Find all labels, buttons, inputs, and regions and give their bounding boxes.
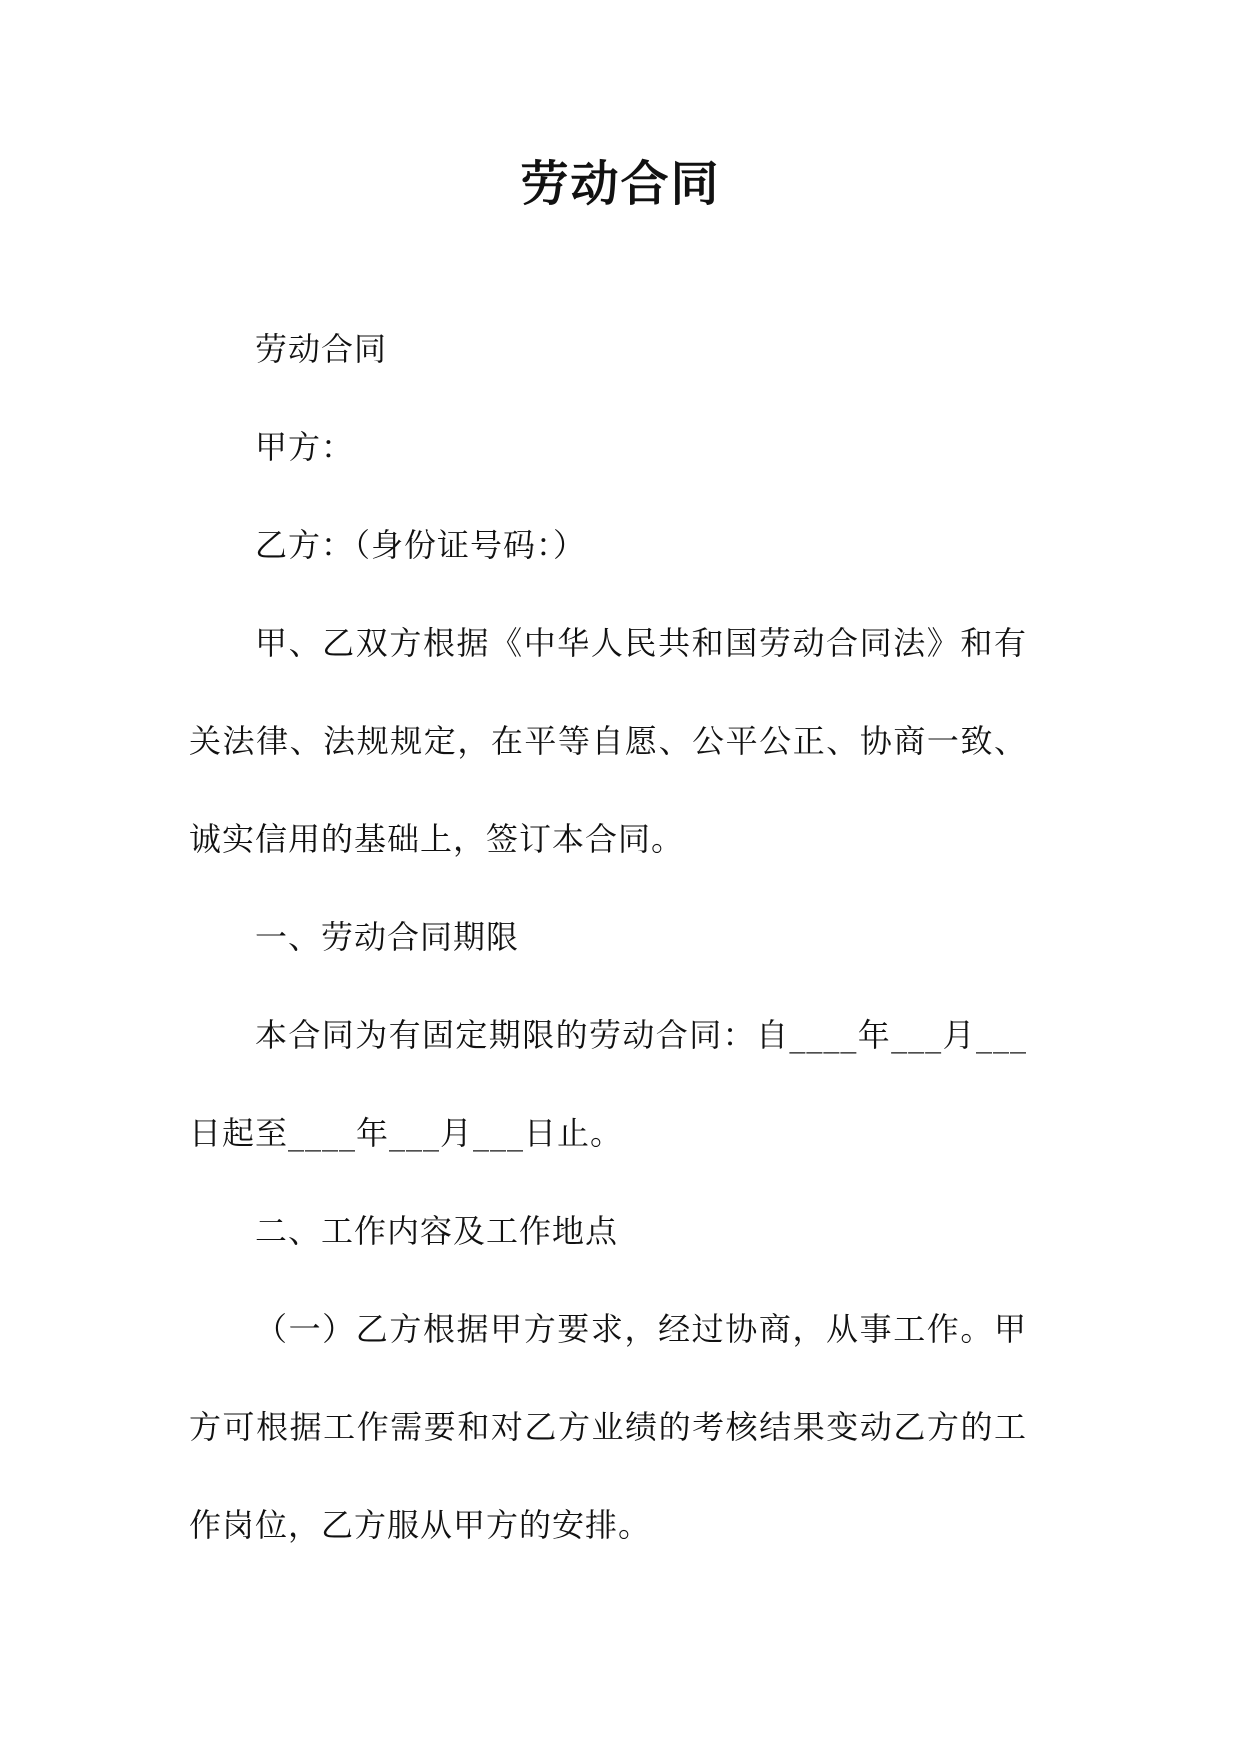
paragraph-term: 本合同为有固定期限的劳动合同：自____年___月___日起至____年___月___日止。 xyxy=(189,1016,1027,1152)
document-body xyxy=(189,300,1027,1574)
paragraph-work: （一）乙方根据甲方要求，经过协商，从事工作。甲方可根据工作需要和对乙方业绩的考核结果变动乙方的工作岗位，乙方服从甲方的安排。 xyxy=(189,1310,1027,1544)
paragraph-party-b: 乙方：（身份证号码：） xyxy=(255,526,587,564)
section-heading-work: 二、工作内容及工作地点 xyxy=(255,1212,619,1250)
section-heading-term: 一、劳动合同期限 xyxy=(255,918,520,956)
paragraph-party-a: 甲方： xyxy=(255,428,355,466)
document-title: 劳动合同 xyxy=(520,156,721,212)
paragraph-preamble: 甲、乙双方根据《中华人民共和国劳动合同法》和有关法律、法规规定，在平等自愿、公平公正、协商一致、诚实信用的基础上，签订本合同。 xyxy=(189,624,1027,858)
paragraph-heading: 劳动合同 xyxy=(255,330,388,368)
